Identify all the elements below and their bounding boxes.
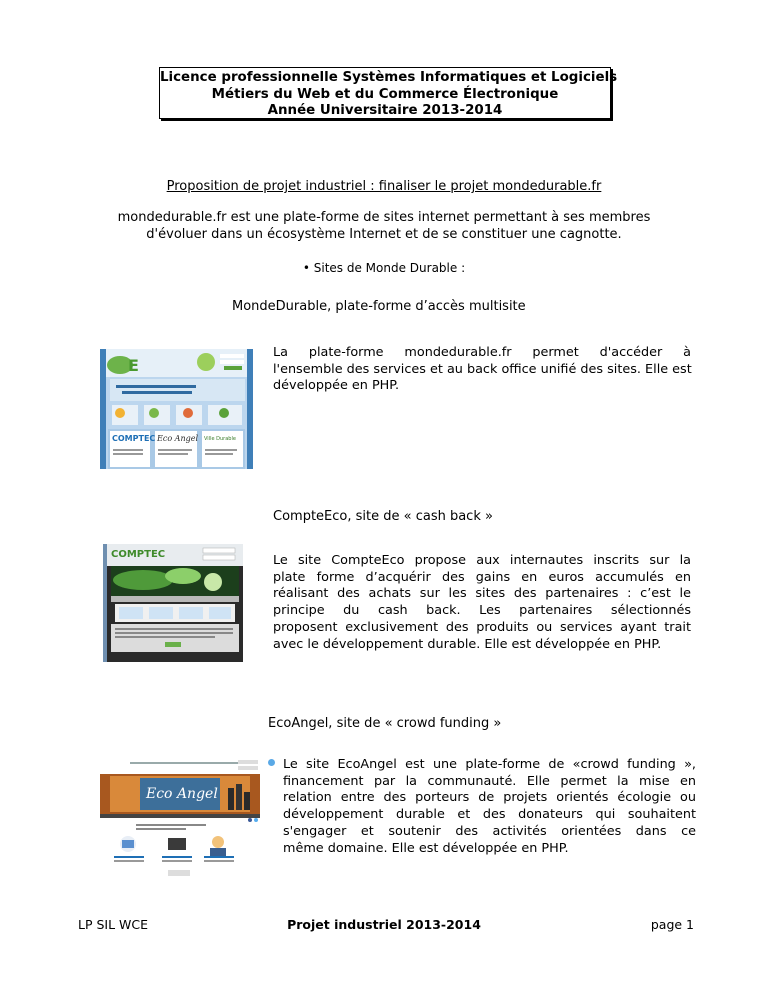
bullet-dot-icon <box>268 759 275 766</box>
section-title-mondedurable: MondeDurable, plate-forme d’accès multisite <box>232 299 526 314</box>
svg-text:E: E <box>128 356 139 375</box>
section-line: financement par la communauté. Elle permet la mise en <box>283 773 696 789</box>
footer-left: LP SIL WCE <box>78 917 149 932</box>
section-line: Le site CompteEco propose aux internautes inscrits sur la <box>273 553 691 568</box>
section-line: même domaine. Elle est développée en PHP. <box>283 840 569 856</box>
section-text-mondedurable <box>273 345 691 395</box>
sites-bullet: • Sites de Monde Durable : <box>302 261 466 275</box>
footer-page-number: page 1 <box>650 917 694 932</box>
section-line: plate forme d’acquérir des gains en euros accumulés en <box>273 569 691 585</box>
logo-villedurable: Ville Durable <box>204 436 236 442</box>
section-line: s'engager et soutenir des activités orientées dans ce <box>283 823 696 839</box>
section-text-compteeco <box>273 553 691 653</box>
logo-ecoangel-2: Eco Angel <box>146 786 218 802</box>
section-line: développement durable et des donateurs qui souhaitent <box>283 807 696 823</box>
section-line: réalisant des achats sur les sites des partenaires : c’est le <box>273 586 691 602</box>
section-line: La plate-forme mondedurable.fr permet d'accéder à <box>273 345 691 360</box>
section-line: relation entre des porteurs de projets orientés écologie ou <box>283 790 696 806</box>
screenshot-ecoangel <box>100 758 260 880</box>
section-line: avec le développement durable. Elle est développée en PHP. <box>273 636 662 652</box>
header-line-3: Année Universitaire 2013-2014 <box>267 103 503 118</box>
document-header <box>159 67 618 119</box>
compteeco-preview-image <box>103 544 243 662</box>
intro-line-2: d'évoluer dans un écosystème Internet et de se constituer une cagnotte. <box>146 227 622 242</box>
footer-center: Projet industriel 2013-2014 <box>287 917 481 932</box>
section-title-compteeco: CompteEco, site de « cash back » <box>273 509 493 524</box>
section-text-ecoangel <box>283 757 696 857</box>
logo-comptec-2: COMPTEC <box>111 549 166 560</box>
screenshot-compteeco <box>103 544 243 662</box>
section-line: l'ensemble des services et au back office unifié des sites. Elle est <box>273 361 692 377</box>
mondedurable-preview-image <box>100 349 253 469</box>
screenshot-mondedurable <box>100 349 253 469</box>
section-line: principe du cash back. Les partenaires sélectionnés <box>273 603 691 619</box>
section-title-ecoangel: EcoAngel, site de « crowd funding » <box>268 716 502 731</box>
section-line: proposent exclusivement des produits ou services ayant trait <box>273 619 691 635</box>
section-line: Le site EcoAngel est une plate-forme de «crowd funding », <box>283 757 696 772</box>
header-line-1: Licence professionnelle Systèmes Informatiques et Logiciels <box>160 70 618 85</box>
logo-comptec: COMPTEC <box>112 434 156 443</box>
proposal-title: Proposition de projet industriel : finaliser le projet mondedurable.fr <box>166 179 602 194</box>
logo-ecoangel: Eco Angel <box>157 434 199 443</box>
intro-line-1: mondedurable.fr est une plate-forme de sites internet permettant à ses membres <box>117 210 651 225</box>
header-line-2: Métiers du Web et du Commerce Électronique <box>211 86 559 102</box>
ecoangel-preview-image <box>100 758 260 880</box>
section-line: développée en PHP. <box>273 378 400 394</box>
